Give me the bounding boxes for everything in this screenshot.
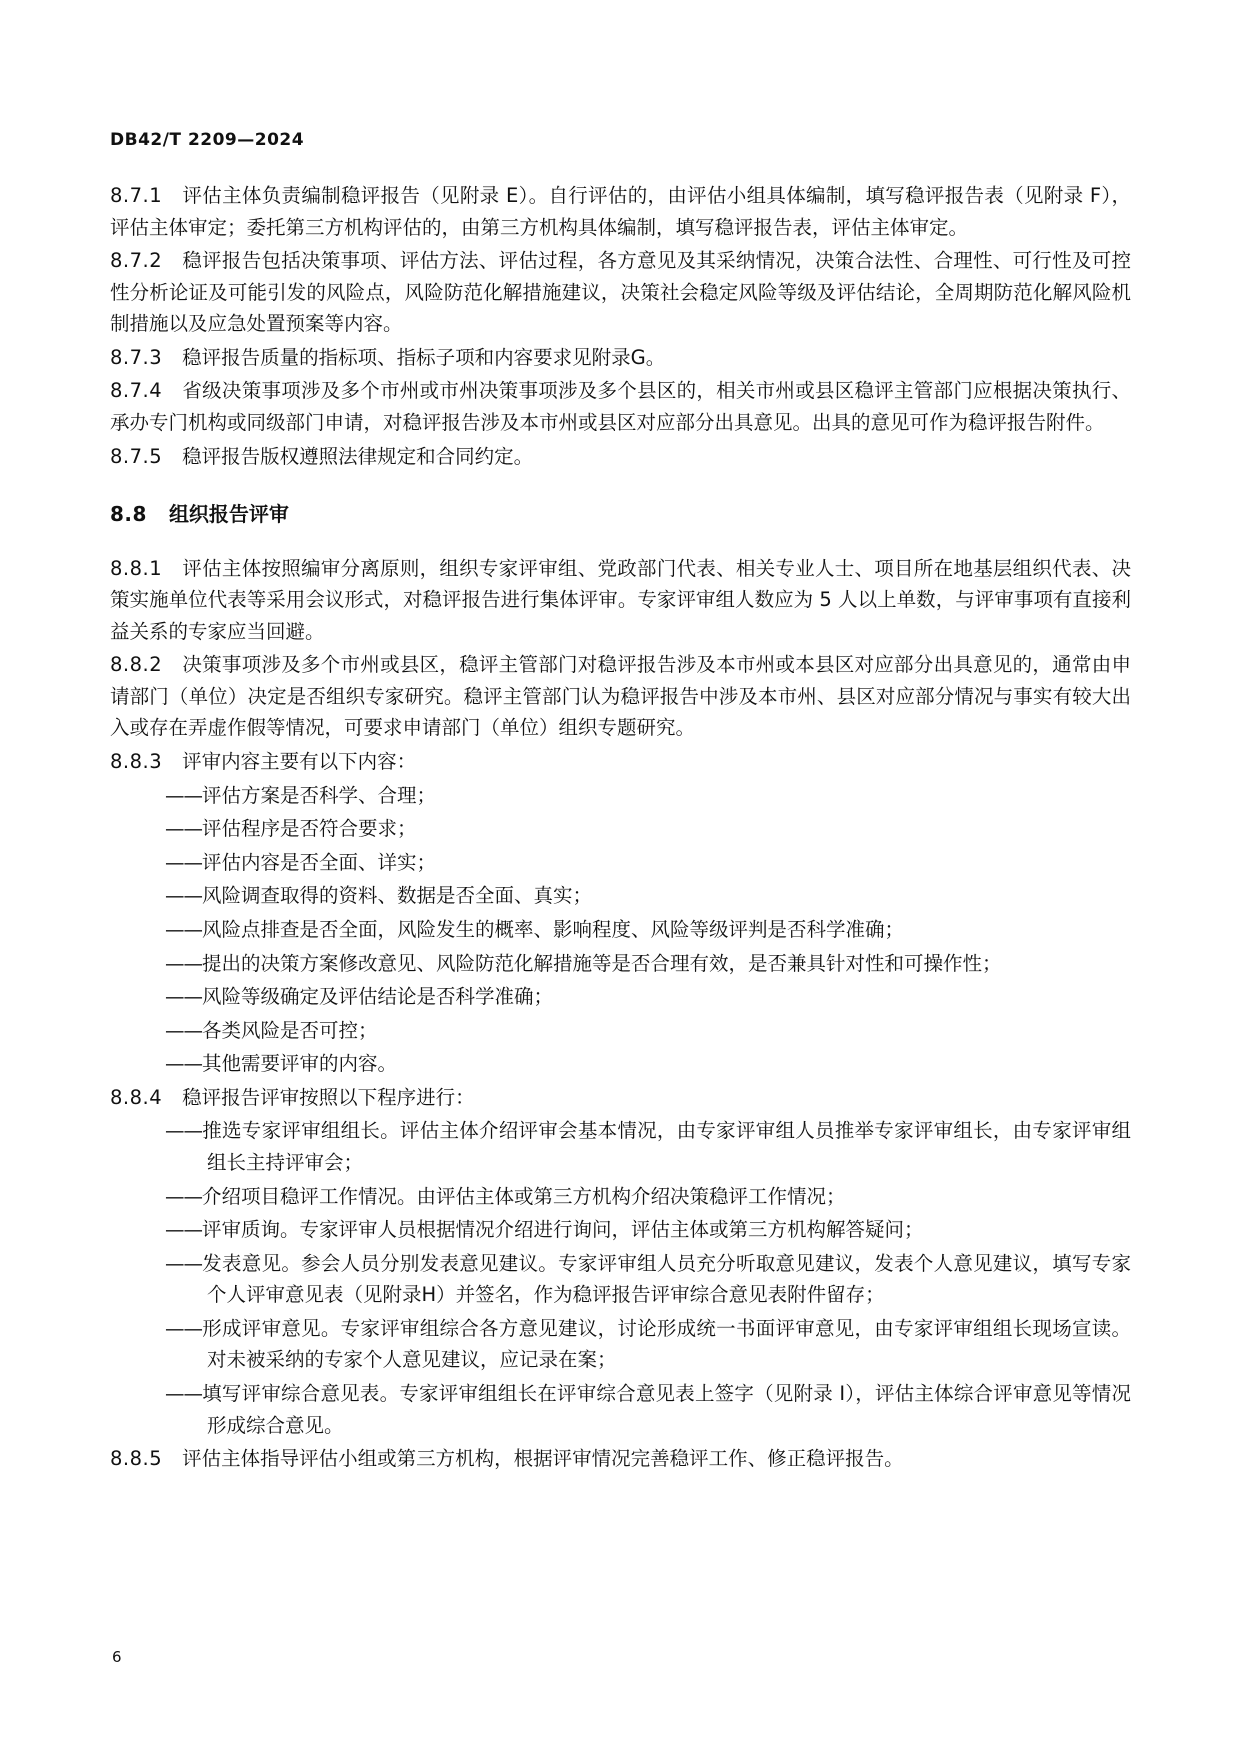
- clause-number: 8.7.1: [110, 184, 163, 207]
- list-item: [110, 880, 1131, 912]
- clause-number: 8.7.5: [110, 444, 163, 468]
- clause-paragraph: [110, 1443, 1131, 1475]
- clause-text: 稳评报告包括决策事项、评估方法、评估过程，各方意见及其采纳情况，决策合法性、合理性、可行性及可控性分析论证及可能引发的风险点，风险防范化解措施建议，决策社会稳定风险等级及评估结论，全周期防范化解风险机制措施以及应急处置预案等内容。: [110, 249, 1131, 336]
- list-item: [110, 1115, 1131, 1178]
- list-item-text: 评估内容是否全面、详实；: [202, 850, 437, 874]
- list-item-text: 发表意见。参会人员分别发表意见建议。专家评审组人员充分听取意见建议，发表个人意见建议，填写专家个人评审意见表（见附录H）并签名，作为稳评报告评审综合意见表附件留存；: [202, 1251, 1131, 1307]
- em-dash-marker: ——: [165, 951, 202, 975]
- list-item: [110, 981, 1131, 1013]
- em-dash-marker: ——: [165, 1218, 202, 1242]
- clause-number: 8.7.3: [110, 345, 163, 369]
- list-item-text: 推选专家评审组组长。评估主体介绍评审会基本情况，由专家评审组人员推举专家评审组长，由专家评审组组长主持评审会；: [202, 1119, 1131, 1174]
- clause-number: 8.7.2: [110, 249, 163, 273]
- list-item-text: 风险等级确定及评估结论是否科学准确；: [202, 985, 554, 1009]
- list-item-text: 形成评审意见。专家评审组综合各方意见建议，讨论形成统一书面评审意见，由专家评审组组长现场宣读。对未被采纳的专家个人意见建议，应记录在案；: [202, 1316, 1131, 1372]
- em-dash-marker: ——: [165, 917, 202, 941]
- clause-paragraph: [110, 1082, 1131, 1114]
- clause-paragraph: [110, 649, 1131, 744]
- list-item: [110, 780, 1131, 812]
- clause-number: 8.8.5: [110, 1447, 163, 1471]
- list-item-text: 提出的决策方案修改意见、风险防范化解措施等是否合理有效，是否兼具针对性和可操作性；: [202, 951, 1002, 975]
- list-item-text: 填写评审综合意见表。专家评审组组长在评审综合意见表上签字（见附录 I），评估主体综合评审意见等情况形成综合意见。: [202, 1382, 1131, 1437]
- list-item-text: 风险调查取得的资料、数据是否全面、真实；: [202, 884, 593, 908]
- clause-text: 评估主体指导评估小组或第三方机构，根据评审情况完善稳评工作、修正稳评报告。: [182, 1447, 904, 1471]
- em-dash-marker: ——: [165, 1018, 202, 1042]
- clause-number: 8.8.4: [110, 1085, 163, 1109]
- list-item: [110, 1181, 1131, 1213]
- list-item-text: 介绍项目稳评工作情况。由评估主体或第三方机构介绍决策稳评工作情况；: [202, 1184, 846, 1208]
- clause-text: 稳评报告版权遵照法律规定和合同约定。: [182, 444, 534, 468]
- em-dash-marker: ——: [165, 850, 202, 874]
- page-number: 6: [112, 1648, 122, 1666]
- list-item: [110, 1048, 1131, 1080]
- list-item-text: 评估程序是否符合要求；: [202, 817, 417, 841]
- list-item-text: 评审质询。专家评审人员根据情况介绍进行询问，评估主体或第三方机构解答疑问；: [202, 1218, 924, 1242]
- em-dash-marker: ——: [165, 1052, 202, 1076]
- clause-text: 决策事项涉及多个市州或县区，稳评主管部门对稳评报告涉及本市州或本县区对应部分出具意见的，通常由申请部门（单位）决定是否组织专家研究。稳评主管部门认为稳评报告中涉及本市州、县区对应部分情况与事实有较大出入或存在弄虚作假等情况，可要求申请部门（单位）组织专题研究。: [110, 653, 1131, 740]
- section-title-text: 组织报告评审: [168, 502, 289, 527]
- clause-paragraph: [110, 180, 1131, 243]
- em-dash-marker: ——: [165, 985, 202, 1009]
- list-item: [110, 1214, 1131, 1246]
- clause-text: 评估主体负责编制稳评报告（见附录 E）。自行评估的，由评估小组具体编制，填写稳评报告表（见附录 F），评估主体审定；委托第三方机构评估的，由第三方机构具体编制，填写稳评报告表，评估主体审定。: [110, 184, 1131, 239]
- list-item: [110, 948, 1131, 980]
- em-dash-marker: ——: [165, 1316, 202, 1340]
- section-heading: [110, 498, 1131, 530]
- clause-number: 8.8.3: [110, 750, 163, 774]
- list-item: [110, 813, 1131, 845]
- clause-number: 8.8.1: [110, 556, 163, 580]
- clause-paragraph: [110, 746, 1131, 778]
- em-dash-marker: ——: [165, 1119, 202, 1143]
- clause-text: 稳评报告评审按照以下程序进行：: [182, 1085, 475, 1109]
- em-dash-marker: ——: [165, 1251, 202, 1275]
- list-item-text: 其他需要评审的内容。: [202, 1052, 398, 1076]
- list-item-text: 风险点排查是否全面，风险发生的概率、影响程度、风险等级评判是否科学准确；: [202, 917, 905, 941]
- em-dash-marker: ——: [165, 884, 202, 908]
- clause-paragraph: [110, 375, 1131, 438]
- clause-number: 8.7.4: [110, 379, 163, 403]
- list-item-text: 评估方案是否科学、合理；: [202, 783, 437, 807]
- clause-text: 评估主体按照编审分离原则，组织专家评审组、党政部门代表、相关专业人士、项目所在地基层组织代表、决策实施单位代表等采用会议形式，对稳评报告进行集体评审。专家评审组人数应为 5 人以上单数，与评审事项有直接利益关系的专家应当回避。: [110, 556, 1131, 643]
- em-dash-marker: ——: [165, 817, 202, 841]
- document-body: [110, 180, 1131, 1475]
- clause-paragraph: [110, 342, 1131, 374]
- clause-text: 省级决策事项涉及多个市州或市州决策事项涉及多个县区的，相关市州或县区稳评主管部门应根据决策执行、承办专门机构或同级部门申请，对稳评报告涉及本市州或县区对应部分出具意见。出具的意见可作为稳评报告附件。: [110, 379, 1131, 435]
- clause-paragraph: [110, 441, 1131, 473]
- clause-paragraph: [110, 553, 1131, 648]
- clause-number: 8.8.2: [110, 653, 163, 677]
- page-header: DB42/T 2209—2024: [110, 130, 305, 150]
- list-item: [110, 1248, 1131, 1311]
- em-dash-marker: ——: [165, 1382, 202, 1406]
- list-item-text: 各类风险是否可控；: [202, 1018, 378, 1042]
- clause-paragraph: [110, 245, 1131, 340]
- list-item: [110, 1015, 1131, 1047]
- clause-text: 评审内容主要有以下内容：: [182, 750, 417, 774]
- list-item: [110, 847, 1131, 879]
- section-number: 8.8: [110, 502, 147, 527]
- list-item: [110, 914, 1131, 946]
- em-dash-marker: ——: [165, 783, 202, 807]
- em-dash-marker: ——: [165, 1184, 202, 1208]
- clause-text: 稳评报告质量的指标项、指标子项和内容要求见附录G。: [182, 345, 666, 369]
- list-item: [110, 1313, 1131, 1376]
- list-item: [110, 1378, 1131, 1441]
